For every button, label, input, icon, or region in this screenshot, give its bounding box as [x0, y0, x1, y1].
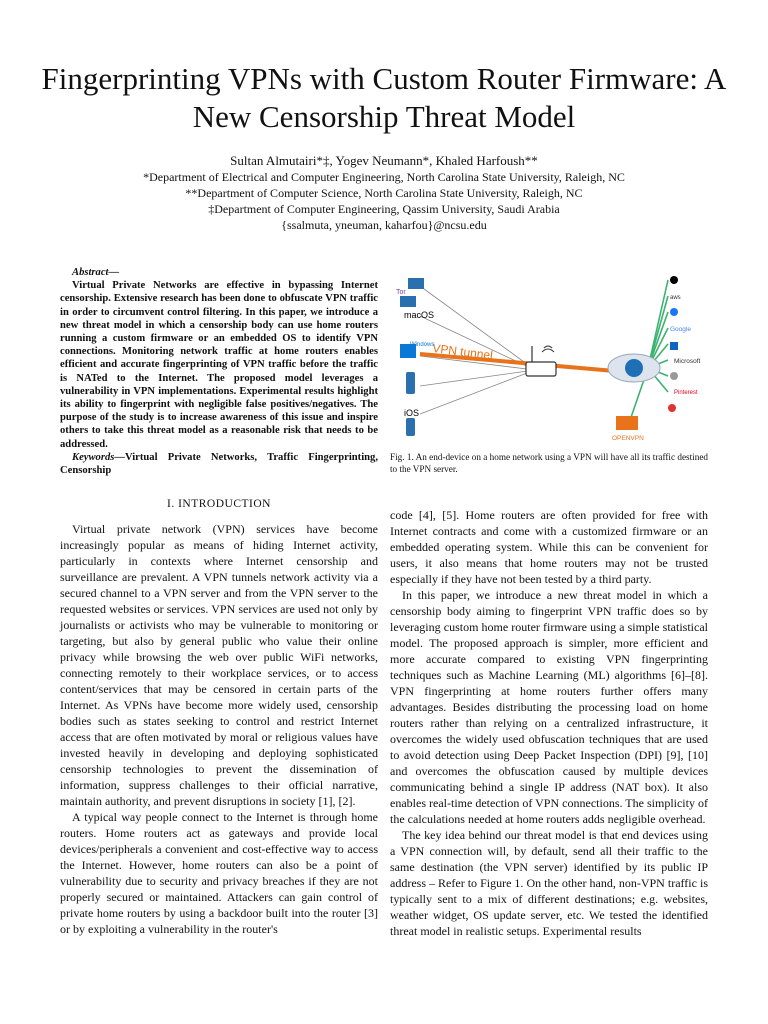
google-label: Google — [670, 326, 691, 333]
section-heading-introduction: I. INTRODUCTION — [167, 498, 271, 511]
device-tor — [396, 278, 424, 296]
abstract-text: Virtual Private Networks are effective in bypassing Internet censorship. Extensive research has been done to obfuscate VPN traffic in order to circumvent control filtering. In this paper, we introduce a new threat model in which a censorship body can use home routers running a custom firmware or an embedded OS to identify VPN connections. Monitoring network traffic at home routers enables efficient and accurate fingerprinting of VPN traffic before the traffic is NATed to the Internet. The proposed model leverages a vulnerability in VPN implementations. Experimental results highlight its ability to fingerprint with negligible false positives/negatives. The purpose of the study is to increase awareness of this issue and inspire others to take this threat model as a reasonable risk that needs to be addressed. — [60, 280, 378, 450]
windows-label: Windows — [410, 342, 435, 348]
author-block — [40, 152, 728, 233]
device-ios — [404, 408, 419, 436]
home-router — [526, 346, 556, 376]
openvpn-label: OPENVPN — [612, 435, 644, 442]
macos-label: macOS — [404, 310, 435, 320]
aws-label: aws — [670, 295, 681, 301]
right-column — [390, 266, 708, 939]
intro-paragraph-4: In this paper, we introduce a new threat model in which a censorship body aiming to fingerprint VPN traffic does so by leveraging custom home router firmware using a simple statistical model. The proposed approach is simpler, more efficient and more accurate compared to existing VPN fingerprinting techniques such as Machine Learning (ML) algorithms [6]–[8]. VPN fingerprinting at home routers further offers many advantages. Besides distributing the processing load on home routers rather than relying on a centralized infrastructure, it overcomes the widely used obfuscation techniques that are used to avoid detection using Deep Packet Inspection (DPI) [9], [10] and overcomes the obfuscation caused by multiple devices communicating behind a single IP address (NAT box). It also enables real-time detection of VPN connections. The simplicity of the calculations needed at home routers adds negligible overhead. — [390, 588, 708, 826]
author-list: Sultan Almutairi*‡, Yogev Neumann*, Khaled Harfoush** — [230, 153, 538, 168]
network-diagram — [390, 266, 708, 442]
keywords-label: Keywords— — [72, 451, 125, 463]
intro-paragraph-5: The key idea behind our threat model is that end devices using a VPN connection will, by default, send all their traffic to the same destination (the VPN server) identified by its public IP address – Refer to Figure 1. On the other hand, non-VPN traffic is typically sent to a mix of different destinations; e.g. websites, weather widget, OS update server, etc. We tested the identified threat model in realistic setups. Experimental results — [390, 828, 708, 938]
figure-caption: Fig. 1. An end-device on a home network using a VPN will have all its traffic destined to the VPN server. — [390, 452, 708, 474]
affiliation-2: **Department of Computer Science, North Carolina State University, Raleigh, NC — [185, 186, 583, 200]
device-phone — [406, 372, 415, 394]
abstract-label: Abstract— — [72, 267, 120, 278]
paper-title: Fingerprinting VPNs with Custom Router Firmware: A New Censorship Threat Model — [41, 61, 727, 134]
tor-label: Tor — [396, 289, 406, 296]
affiliation-3: ‡Department of Computer Engineering, Qassim University, Saudi Arabia — [208, 202, 560, 216]
service-icons — [668, 276, 701, 412]
right-body — [390, 507, 708, 939]
intro-paragraph-3: code [4], [5]. Home routers are often provided for free with Internet contracts and come with a customized firmware or an embedded operating system. While this can be convenient for users, it also means that home routers may not be trusted especially if they have not been tested by a third party. — [390, 508, 708, 586]
abstract — [60, 266, 378, 477]
keywords-text: Virtual Private Networks, Traffic Fingerprinting, Censorship — [60, 451, 378, 477]
intro-paragraph-1: Virtual private network (VPN) services have become increasingly popular as means of hiding Internet activity, particularly in contexts where Internet censorship and surveillance are prevalent. A VPN tunnels network activity via a secured channel to a VPN server and from the VPN server to the requested websites or services. VPN services are used not only by journalists or activists who may be vulnerable to monitoring or targeting, but also by general public who value their online privacy while browsing the web over public WiFi networks, connecting remotely to their workplace services, or to access content/services that may be censored in certain parts of the Internet. As VPNs have become more widely used, censorship bodies such as states seeking to control and restrict Internet access that are often motivated by moral or religious values have invested heavily in developing and deploying sophisticated censorship technologies to prevent the dissemination of information, suppress challenges to their official narrative, maintain authority, and prevent disruptions in society [1], [2]. — [60, 522, 378, 809]
openvpn-server — [612, 416, 644, 442]
youtube-icon — [668, 404, 676, 412]
cloud-service-links — [628, 280, 668, 426]
figure-1 — [390, 266, 708, 442]
left-column — [60, 266, 378, 937]
internet-cloud — [608, 354, 660, 382]
microsoft-label: Microsoft — [674, 358, 701, 365]
weather-icon — [670, 372, 678, 380]
author-emails: {ssalmuta, yneuman, kaharfou}@ncsu.edu — [281, 218, 487, 232]
device-macos — [400, 296, 434, 320]
apple-icon — [670, 276, 678, 284]
affiliation-1: *Department of Electrical and Computer Engineering, North Carolina State University, Raleigh, NC — [143, 170, 625, 184]
facebook-icon — [670, 308, 678, 316]
intro-paragraph-2: A typical way people connect to the Internet is through home routers. Home routers act as gateways and provide local devices/peripherals a convenient and cost-effective way to access the Internet. However, home routers can also be a point of vulnerability due to security and privacy breaches if they are not properly secured or maintained. Attackers can gain control of private home routers by using a backdoor built into the router [3] or by exploiting a vulnerability in the router's — [60, 810, 378, 937]
ios-label: iOS — [404, 408, 420, 418]
vpn-tunnel-label: VPN tunnel — [431, 341, 494, 363]
linkedin-icon — [670, 342, 678, 350]
pinterest-label: Pinterest — [674, 390, 698, 396]
